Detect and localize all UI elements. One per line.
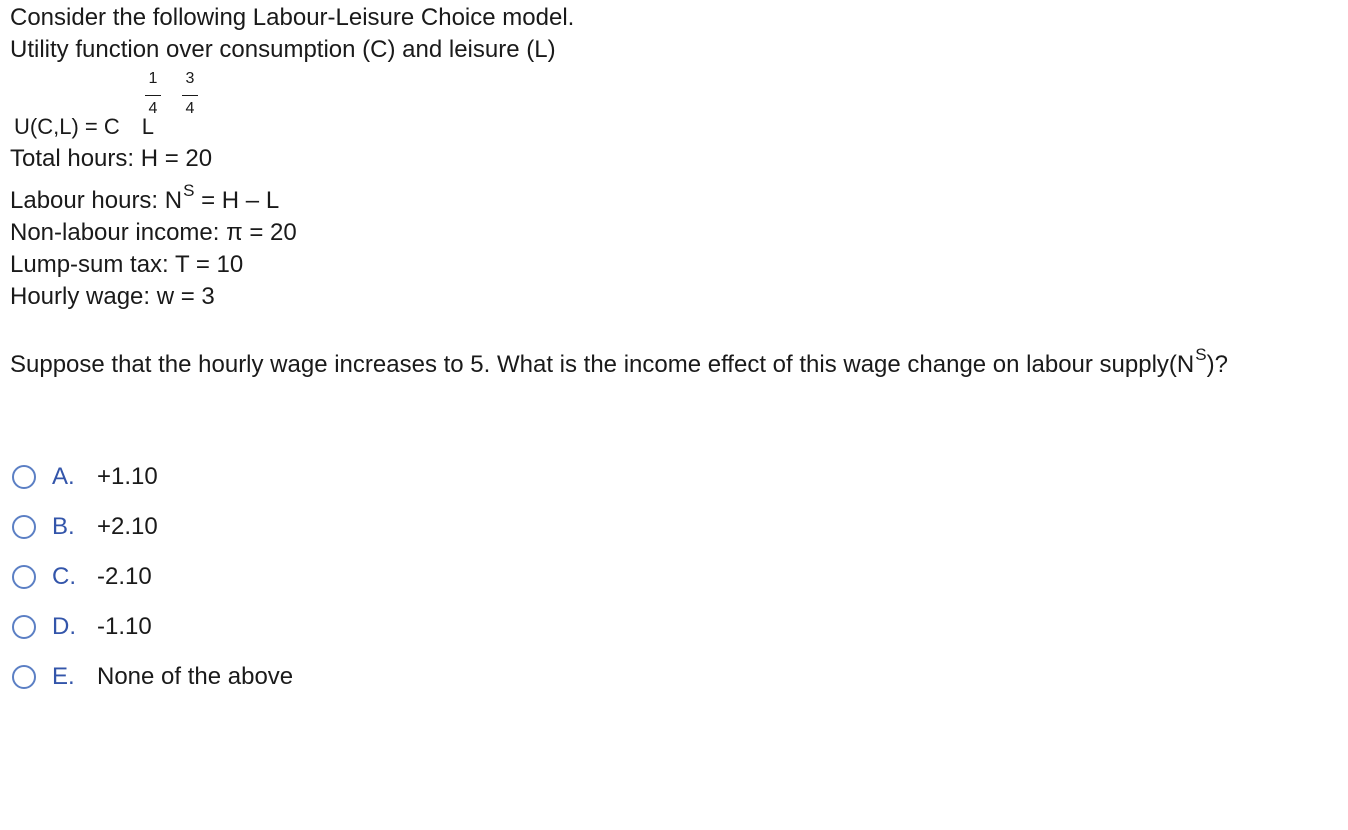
- utility-lhs: U(C,L) = C: [14, 114, 120, 139]
- exponent-l-denominator: 4: [185, 100, 195, 117]
- radio-button-c[interactable]: [12, 565, 36, 589]
- radio-button-d[interactable]: [12, 615, 36, 639]
- option-e[interactable]: [12, 652, 293, 702]
- intro-line-1: Consider the following Labour-Leisure Choice model.: [10, 4, 575, 31]
- radio-button-e[interactable]: [12, 665, 36, 689]
- option-letter: B.: [52, 513, 75, 540]
- exponent-c-denominator: 4: [148, 100, 158, 117]
- exponent-c-fraction: [144, 70, 162, 118]
- hourly-wage: Hourly wage: w = 3: [10, 283, 215, 310]
- fraction-bar: [182, 95, 198, 96]
- utility-var-l: L: [141, 114, 154, 139]
- option-text: +2.10: [97, 513, 158, 540]
- radio-button-a[interactable]: [12, 465, 36, 489]
- labour-hours-suffix: = H – L: [194, 187, 280, 214]
- fraction-bar: [145, 95, 161, 96]
- question-superscript: S: [1195, 345, 1207, 364]
- total-hours: Total hours: H = 20: [10, 145, 213, 172]
- question-suffix: )?: [1206, 351, 1228, 378]
- labour-hours: [10, 181, 280, 217]
- question-text: [10, 345, 1228, 381]
- option-letter: D.: [52, 613, 76, 640]
- option-b[interactable]: [12, 502, 293, 552]
- question-prefix: Suppose that the hourly wage increases to 5. What is the income effect of this wage change on labour supply(N: [10, 351, 1195, 378]
- utility-formula: [14, 66, 414, 146]
- option-text: None of the above: [97, 663, 294, 690]
- labour-hours-prefix: Labour hours: N: [10, 187, 183, 214]
- lump-sum-tax: Lump-sum tax: T = 10: [10, 251, 244, 278]
- option-text: +1.10: [97, 463, 158, 490]
- option-a[interactable]: [12, 452, 293, 502]
- option-letter: E.: [52, 663, 75, 690]
- non-labour-income: Non-labour income: π = 20: [10, 219, 297, 246]
- labour-hours-superscript: S: [183, 181, 195, 200]
- intro-line-2: Utility function over consumption (C) and leisure (L): [10, 36, 556, 63]
- exponent-l-numerator: 3: [185, 70, 195, 87]
- answer-options: [12, 452, 293, 702]
- option-letter: C.: [52, 563, 76, 590]
- exponent-l-fraction: [181, 70, 199, 118]
- option-d[interactable]: [12, 602, 293, 652]
- option-text: -1.10: [97, 613, 152, 640]
- option-c[interactable]: [12, 552, 293, 602]
- utility-expression: [14, 114, 154, 140]
- radio-button-b[interactable]: [12, 515, 36, 539]
- option-text: -2.10: [97, 563, 152, 590]
- option-letter: A.: [52, 463, 75, 490]
- exponent-c-numerator: 1: [148, 70, 158, 87]
